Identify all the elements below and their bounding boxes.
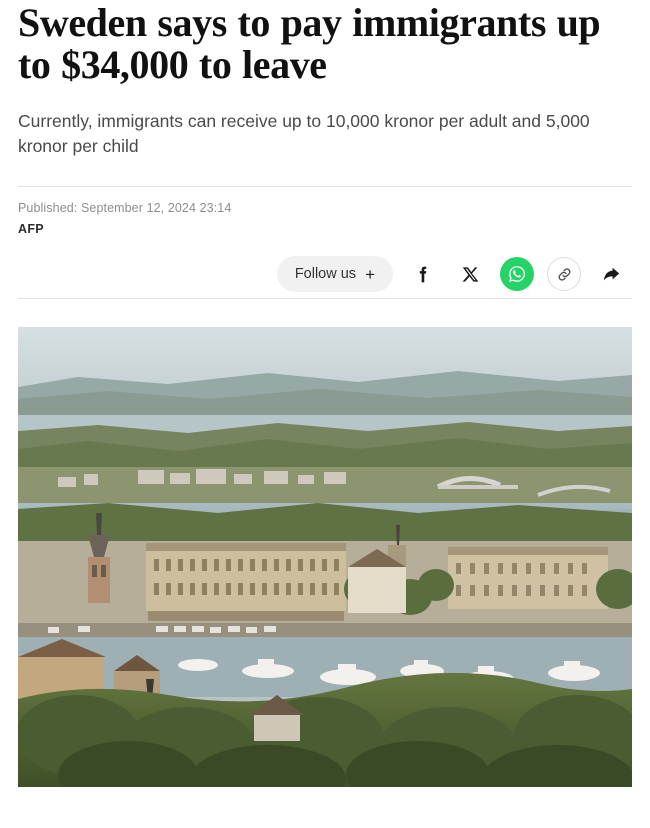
x-twitter-icon[interactable]	[453, 257, 487, 291]
share-toolbar	[18, 236, 632, 298]
article-container	[0, 0, 650, 299]
published-label: Published:	[18, 201, 78, 216]
facebook-icon[interactable]	[406, 257, 440, 291]
share-icon[interactable]	[594, 257, 628, 291]
article-standfirst: Currently, immigrants can receive up to 10,000 kronor per adult and 5,000 kronor per child	[18, 110, 590, 156]
publish-info	[18, 201, 632, 215]
whatsapp-icon[interactable]	[500, 257, 534, 291]
byline: AFP	[18, 222, 44, 237]
article-meta	[18, 187, 632, 236]
plus-icon: +	[365, 264, 375, 284]
published-date: September 12, 2024 23:14	[80, 201, 232, 216]
follow-us-button[interactable]	[277, 256, 393, 292]
copy-link-icon[interactable]	[547, 257, 581, 291]
page-title: Sweden says to pay immigrants up to $34,000 to leave	[18, 0, 601, 88]
hero-image-wrapper	[0, 299, 650, 787]
hero-image	[18, 327, 632, 787]
follow-us-label: Follow us	[294, 266, 357, 283]
